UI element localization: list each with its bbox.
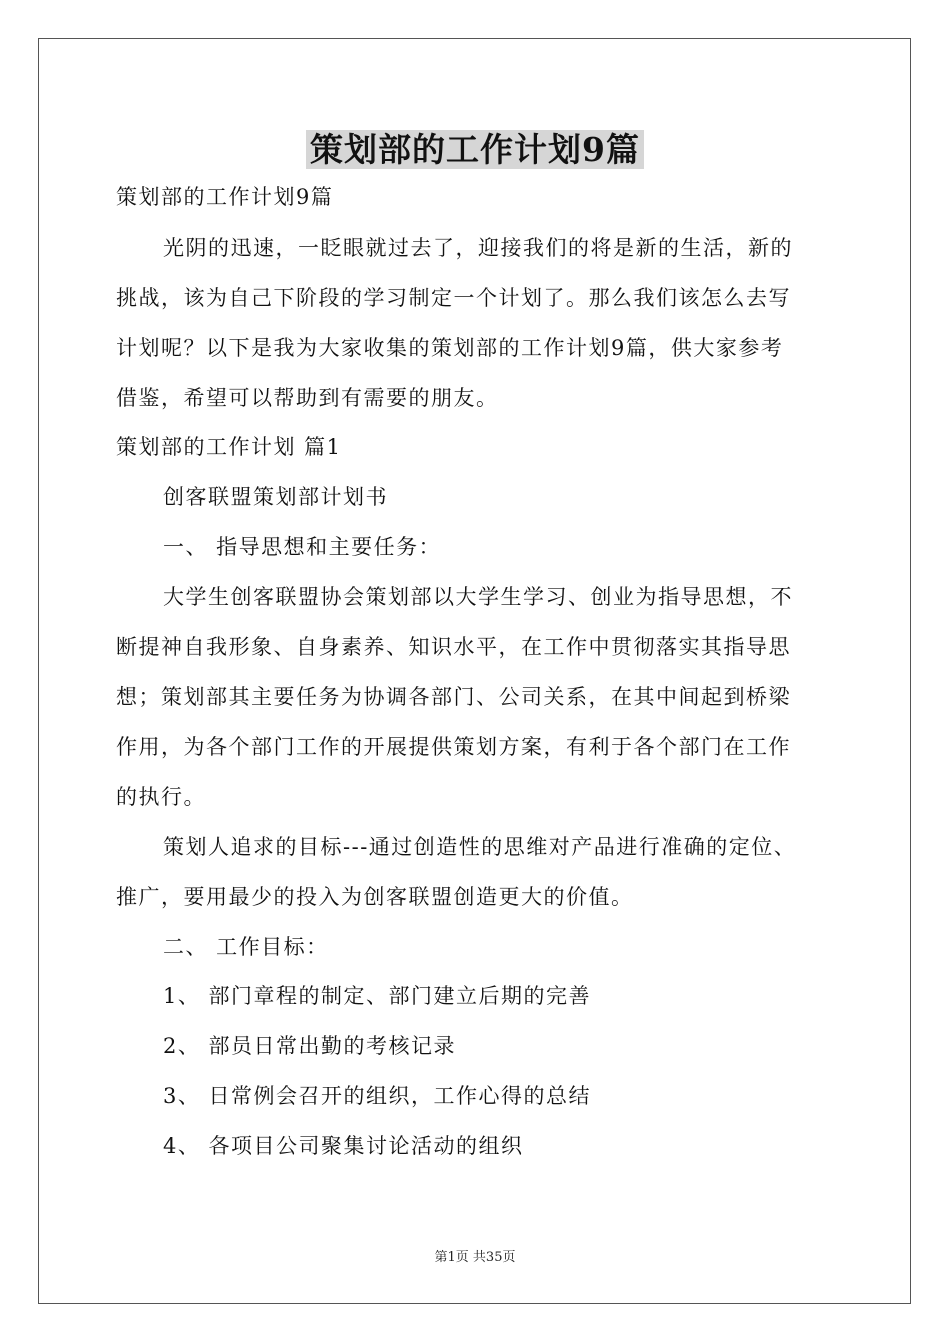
document-title-text: 策划部的工作计划9篇	[306, 130, 644, 169]
subtitle-line: 策划部的工作计划9篇	[116, 185, 334, 209]
paragraph-line: 挑战，该为自己下阶段的学习制定一个计划了。那么我们该怎么去写	[116, 286, 791, 310]
paragraph-line: 借鉴，希望可以帮助到有需要的朋友。	[116, 386, 499, 410]
list-item: 3、 日常例会召开的组织，工作心得的总结	[163, 1084, 592, 1108]
paragraph-line: 创客联盟策划部计划书	[163, 485, 388, 509]
list-item: 1、 部门章程的制定、部门建立后期的完善	[163, 984, 592, 1008]
list-item: 2、 部员日常出勤的考核记录	[163, 1034, 457, 1058]
paragraph-line: 作用，为各个部门工作的开展提供策划方案，有利于各个部门在工作	[116, 735, 791, 759]
paragraph-line: 大学生创客联盟协会策划部以大学生学习、创业为指导思想，不	[163, 585, 793, 609]
page-number: 第1页 共35页	[434, 1250, 516, 1265]
paragraph-line: 策划人追求的目标---通过创造性的思维对产品进行准确的定位、	[163, 835, 797, 859]
paragraph-line: 推广，要用最少的投入为创客联盟创造更大的价值。	[116, 885, 634, 909]
paragraph-line: 二、 工作目标：	[163, 935, 329, 959]
paragraph-line: 计划呢？以下是我为大家收集的策划部的工作计划9篇，供大家参考	[116, 336, 784, 360]
paragraph-line: 断提神自我形象、自身素养、知识水平，在工作中贯彻落实其指导思	[116, 635, 791, 659]
page-border	[38, 38, 911, 1304]
paragraph-line: 光阴的迅速，一眨眼就过去了，迎接我们的将是新的生活，新的	[163, 236, 793, 260]
list-item: 4、 各项目公司聚集讨论活动的组织	[163, 1134, 524, 1158]
paragraph-line: 想；策划部其主要任务为协调各部门、公司关系，在其中间起到桥梁	[116, 685, 791, 709]
section-heading: 策划部的工作计划 篇1	[116, 435, 342, 459]
document-title	[0, 128, 950, 172]
paragraph-line: 的执行。	[116, 785, 206, 809]
paragraph-line: 一、 指导思想和主要任务：	[163, 535, 442, 559]
